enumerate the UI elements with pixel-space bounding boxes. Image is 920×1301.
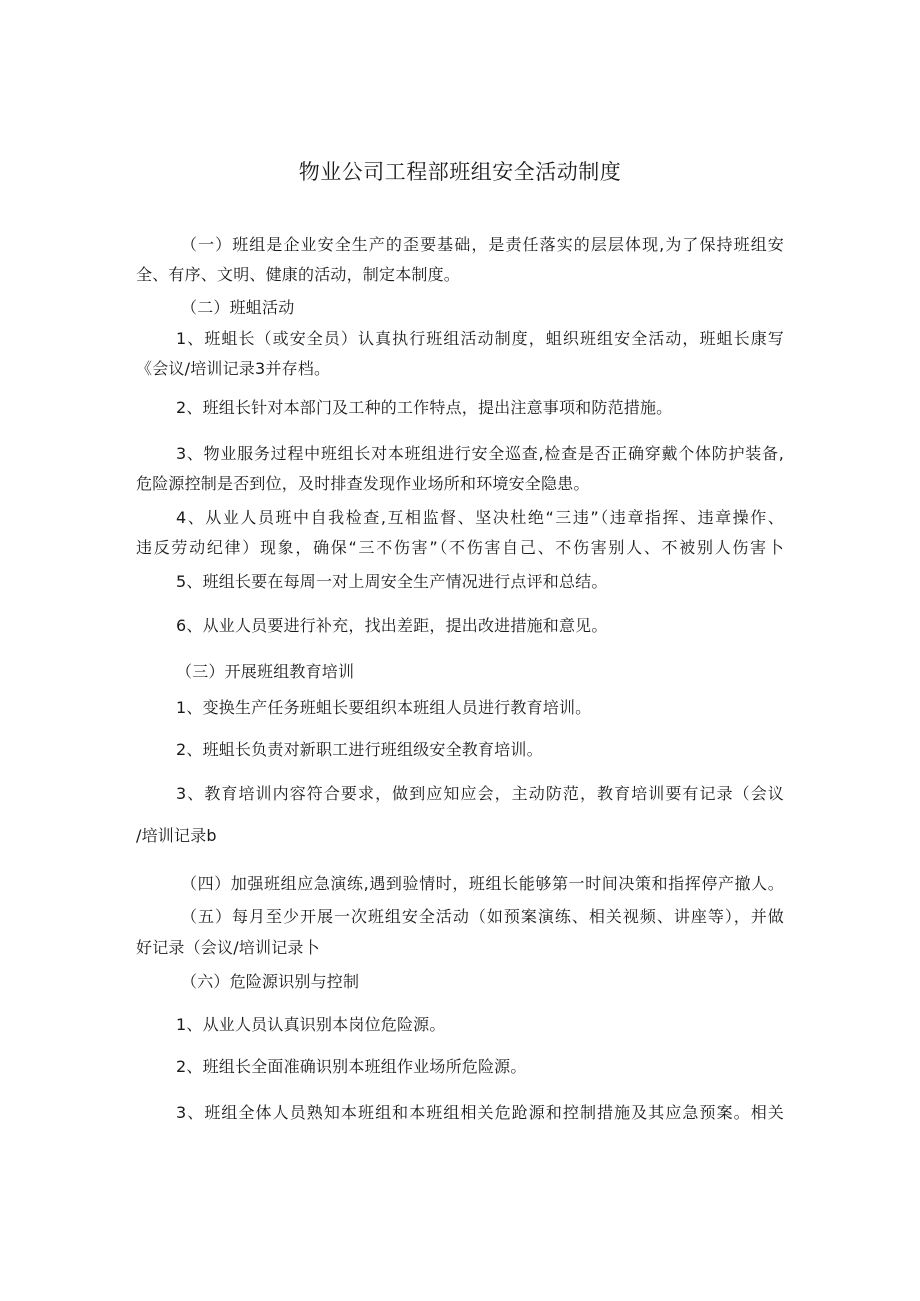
paragraph-3-line-1: 1、班蛆长（或安全员）认真执行班组活动制度，蛆织班组安全活动，班蛆长康写 — [176, 329, 784, 348]
paragraph-18: 3、班组全体人员熟知本班组和本班组相关危跄源和控制措施及其应急预案。相关 — [176, 1103, 784, 1122]
section-heading-6: （六）危险源识别与控制 — [181, 972, 360, 991]
paragraph-17: 2、班组长全面准确识别本班组作业场所危险源。 — [176, 1057, 527, 1076]
paragraph-12-line-1: 3、教育培训内容符合要求，做到应知应会，主动防范，教育培训要有记录（会议 — [176, 784, 784, 803]
paragraph-14-line-2: 好记录（会议/培训记录卜 — [136, 938, 320, 957]
paragraph-11: 2、班蛆长负责对新职工进行班组级安全教育培训。 — [176, 740, 543, 759]
paragraph-3-line-2: 《会议/培训记录3并存档。 — [136, 359, 331, 378]
paragraph-5-line-2: 危险源控制是否到位，及时排查发现作业场所和环境安全隐患。 — [136, 474, 590, 493]
section-heading-2: （二）班蛆活动 — [181, 298, 295, 317]
paragraph-7: 5、班组长要在每周一对上周安全生产情况进行点评和总结。 — [176, 572, 608, 591]
paragraph-10: 1、变换生产任务班蛆长要组织本班组人员进行教育培训。 — [176, 698, 592, 717]
paragraph-14-line-1: （五）每月至少开展一次班组安全活动（如预案演练、相关视频、讲座等），并做 — [181, 907, 784, 926]
paragraph-8: 6、从业人员要进行补充，找出差距，提出改进措施和意见。 — [176, 616, 608, 635]
paragraph-16: 1、从业人员认真识别本岗位危险源。 — [176, 1015, 446, 1034]
paragraph-1-line-1: （一）班组是企业安全生产的歪要基础，是责任落实的层层体现,为了保持班组安 — [181, 235, 784, 254]
paragraph-12-line-2: /培训记录b — [136, 826, 217, 845]
paragraph-1-line-2: 全、有序、文明、健康的活动，制定本制度。 — [136, 265, 461, 284]
paragraph-6-line-2: 违反劳动纪律）现象，确保“三不伤害”（不伤害自己、不伤害别人、不被别人伤害卜 — [136, 538, 784, 557]
paragraph-13: （四）加强班组应急演练,遇到验情时，班组长能够第一时间决策和指挥停产撤人。 — [181, 874, 784, 893]
paragraph-5-line-1: 3、物业服务过程中班组长对本班组进行安全巡查,检查是否正确穿戴个体防护装备, — [176, 444, 784, 463]
document-title: 物业公司工程部班组安全活动制度 — [298, 160, 622, 184]
section-heading-3: （三）开展班组教育培训 — [176, 662, 355, 681]
paragraph-6-line-1: 4、从业人员班中自我检查,互相监督、坚决杜绝“三违”（违章指挥、违章操作、 — [176, 508, 784, 527]
paragraph-4: 2、班组长针对本部门及工种的工作特点，提出注意事项和防范措施。 — [176, 398, 673, 417]
